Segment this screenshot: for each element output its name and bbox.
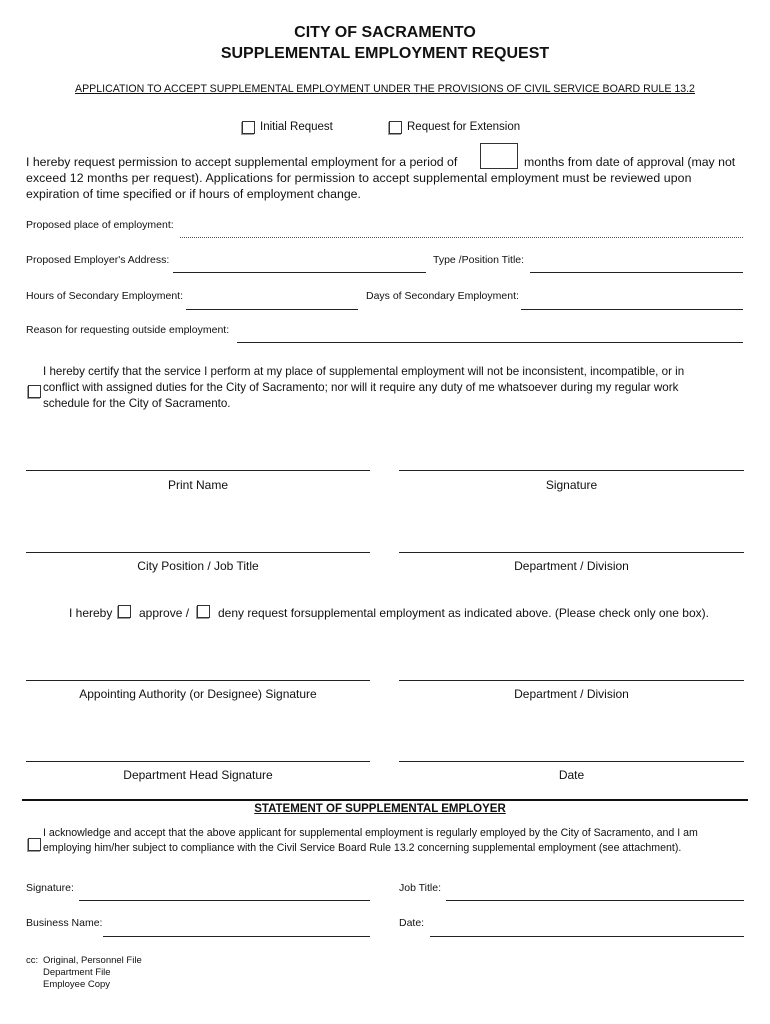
extension-request-checkbox[interactable]: [389, 121, 402, 134]
extension-request-label: Request for Extension: [407, 121, 521, 133]
proposed-place-label: Proposed place of employment:: [26, 219, 174, 231]
permission-line-2: exceed 12 months per request). Applications for permission to accept supplemental employment must be reviewed upon: [26, 171, 692, 185]
job-title-line: [446, 900, 744, 901]
permission-line-1-before: I hereby request permission to accept supplemental employment for a period of: [26, 155, 458, 169]
approve-checkbox[interactable]: [118, 605, 131, 618]
cc-item-2: Department File: [43, 967, 111, 978]
employer-address-label: Proposed Employer's Address:: [26, 254, 170, 266]
certify-checkbox[interactable]: [28, 385, 41, 398]
hours-line: [186, 309, 358, 310]
cc-item-1: Original, Personnel File: [43, 955, 142, 966]
appointing-authority-label: Appointing Authority (or Designee) Signature: [79, 687, 317, 701]
employer-statement-line-1: I acknowledge and accept that the above applicant for supplemental employment is regularly employed by the City of Sacramento, and I am: [43, 827, 698, 839]
employer-statement-line-2: employing him/her subject to compliance with the Civil Service Board Rule 13.2 concerning supplemental employment (see attachment).: [43, 842, 682, 854]
position-title-label: Type /Position Title:: [433, 254, 525, 266]
department-division-label: Department / Division: [514, 559, 629, 573]
deny-checkbox[interactable]: [197, 605, 210, 618]
initial-request-checkbox[interactable]: [242, 121, 255, 134]
business-name-input[interactable]: [103, 920, 370, 934]
deny-label: deny request forsupplemental employment as indicated above. (Please check only one box).: [218, 606, 709, 620]
employer-address-input[interactable]: [173, 257, 426, 271]
employer-signature-label: Signature:: [26, 882, 74, 894]
hours-input[interactable]: [186, 294, 358, 308]
reason-label: Reason for requesting outside employment:: [26, 324, 230, 336]
employer-address-line: [173, 272, 426, 273]
position-title-line: [530, 272, 743, 273]
print-name-label: Print Name: [167, 478, 229, 492]
department-division-2-line[interactable]: [399, 680, 744, 681]
employer-signature-input[interactable]: [79, 885, 370, 899]
page-title: [0, 22, 770, 64]
approve-label: approve /: [139, 606, 190, 620]
business-name-line: [103, 936, 370, 937]
employer-signature-line: [79, 900, 370, 901]
employer-statement-heading: STATEMENT OF SUPPLEMENTAL EMPLOYER: [254, 803, 506, 815]
city-position-line[interactable]: [26, 552, 370, 553]
employer-ack-checkbox[interactable]: [28, 838, 41, 851]
title-line-1: CITY OF SACRAMENTO: [294, 24, 476, 41]
permission-line-3: expiration of time specified or if hours of employment change.: [26, 187, 361, 201]
title-line-2: SUPPLEMENTAL EMPLOYMENT REQUEST: [220, 45, 550, 62]
job-title-label: Job Title:: [399, 882, 442, 894]
permission-line-1-after: months from date of approval (may not: [524, 155, 736, 169]
months-input[interactable]: [480, 143, 518, 169]
appointing-authority-line[interactable]: [26, 680, 370, 681]
department-head-label: Department Head Signature: [123, 768, 273, 782]
business-name-label: Business Name:: [26, 917, 103, 929]
department-head-line[interactable]: [26, 761, 370, 762]
subtitle: APPLICATION TO ACCEPT SUPPLEMENTAL EMPLOYMENT UNDER THE PROVISIONS OF CIVIL SERVICE BOARD RULE 13.2: [75, 83, 695, 95]
city-position-label: City Position / Job Title: [137, 559, 259, 573]
i-hereby-label: I hereby: [69, 606, 113, 620]
certify-line-2: conflict with assigned duties for the City of Sacramento; nor will it require any duty of me whatsoever during my regular work: [43, 381, 679, 394]
reason-line: [237, 342, 743, 343]
days-input[interactable]: [521, 294, 743, 308]
employer-date-input[interactable]: [430, 920, 744, 934]
employer-date-line: [430, 936, 744, 937]
department-division-line[interactable]: [399, 552, 744, 553]
print-name-line[interactable]: [26, 470, 370, 471]
signature-line[interactable]: [399, 470, 744, 471]
proposed-place-input[interactable]: [180, 222, 743, 236]
reason-input[interactable]: [237, 327, 743, 341]
position-title-input[interactable]: [530, 257, 743, 271]
signature-label: Signature: [545, 478, 598, 492]
certify-line-3: schedule for the City of Sacramento.: [43, 397, 231, 410]
job-title-input[interactable]: [446, 885, 744, 899]
initial-request-label: Initial Request: [260, 121, 333, 133]
cc-label: cc:: [26, 955, 39, 966]
department-division-2-label: Department / Division: [514, 687, 629, 701]
certify-line-1: I hereby certify that the service I perform at my place of supplemental employment will not be inconsistent, incompatible, or in: [43, 365, 685, 378]
proposed-place-line: [180, 237, 743, 238]
date-line[interactable]: [399, 761, 744, 762]
section-divider: [22, 799, 748, 801]
employer-date-label: Date:: [399, 917, 425, 929]
date-label: Date: [558, 768, 585, 782]
days-line: [521, 309, 743, 310]
days-label: Days of Secondary Employment:: [366, 290, 519, 302]
hours-label: Hours of Secondary Employment:: [26, 290, 183, 302]
cc-item-3: Employee Copy: [43, 979, 111, 990]
